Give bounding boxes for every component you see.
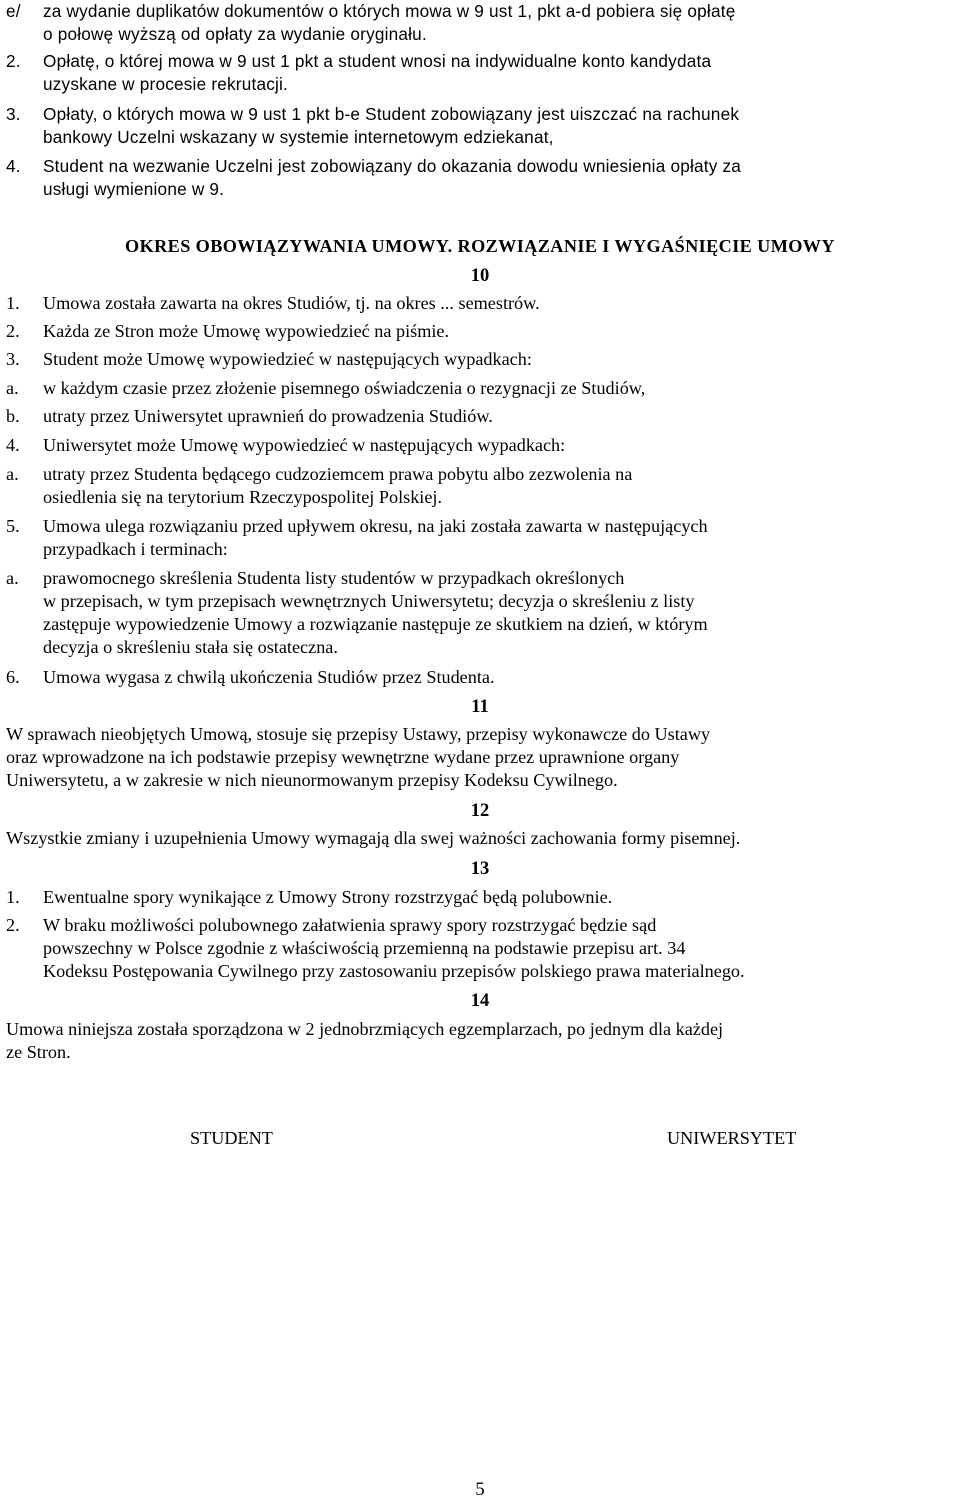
item-text-line: w przepisach, w tym przepisach wewnętrznych Uniwersytetu; decyzja o skreśleniu z listy — [43, 591, 695, 611]
list-item-2 — [6, 50, 954, 96]
s10-item-3 — [6, 348, 954, 371]
item-text: w każdym czasie przez złożenie pisemnego oświadczenia o rezygnacji ze Studiów, — [43, 378, 646, 398]
item-text-line: decyzja o skreśleniu stała się ostateczna. — [43, 637, 338, 657]
section-number-10: 10 — [470, 266, 490, 286]
item-number: 3. — [6, 104, 21, 124]
item-number: 5. — [6, 516, 20, 536]
item-text: Każda ze Stron może Umowę wypowiedzieć na piśmie. — [43, 321, 450, 341]
paragraph-line: Umowa niniejsza została sporządzona w 2 jednobrzmiących egzemplarzach, po jednym dla każdej — [6, 1019, 724, 1039]
item-number: 4. — [6, 435, 20, 455]
item-text: Student może Umowę wypowiedzieć w następujących wypadkach: — [43, 349, 532, 369]
s14-paragraph — [6, 1018, 954, 1064]
item-number: 2. — [6, 321, 20, 341]
item-text-line: utraty przez Studenta będącego cudzoziemcem prawa pobytu albo zezwolenia na — [43, 464, 633, 484]
item-text-line: przypadkach i terminach: — [43, 539, 228, 559]
s10-item-4 — [6, 434, 954, 457]
item-number: 1. — [6, 293, 20, 313]
signature-student: STUDENT — [190, 1128, 273, 1148]
s10-item-6 — [6, 666, 954, 689]
item-text-line: osiedlenia się na terytorium Rzeczypospolitej Polskiej. — [43, 487, 443, 507]
s13-item-2 — [6, 914, 954, 983]
paragraph-line: W sprawach nieobjętych Umową, stosuje się przepisy Ustawy, przepisy wykonawcze do Ustawy — [6, 724, 711, 744]
s10-item-3a — [6, 377, 954, 400]
item-letter: a. — [6, 378, 19, 398]
item-text-line: Opłatę, o której mowa w 9 ust 1 pkt a student wnosi na indywidualne konto kandydata — [43, 51, 712, 71]
item-text-line: zastępuje wypowiedzenie Umowy a rozwiązanie następuje ze skutkiem na dzień, w którym — [43, 614, 708, 634]
paragraph-line: ze Stron. — [6, 1042, 71, 1062]
item-text-line: Student na wezwanie Uczelni jest zobowiązany do okazania dowodu wniesienia opłaty za — [43, 156, 742, 176]
s12-paragraph: Wszystkie zmiany i uzupełnienia Umowy wymagają dla swej ważności zachowania formy pisemnej. — [6, 828, 741, 848]
page-number: 5 — [475, 1479, 485, 1500]
item-text-line: powszechny w Polsce zgodnie z właściwością przemienną na podstawie przepisu art. 34 — [43, 938, 686, 958]
item-number: e/ — [6, 1, 21, 21]
item-text-line: Umowa ulega rozwiązaniu przed upływem okresu, na jaki została zawarta w następujących — [43, 516, 708, 536]
item-text-line: prawomocnego skreślenia Studenta listy studentów w przypadkach określonych — [43, 568, 625, 588]
s13-item-1 — [6, 886, 954, 909]
section-number-12: 12 — [470, 801, 490, 821]
s10-item-3b — [6, 405, 954, 428]
item-number: 1. — [6, 887, 20, 907]
item-text-line: Opłaty, o których mowa w 9 ust 1 pkt b-e Student zobowiązany jest uiszczać na rachunek — [43, 104, 740, 124]
paragraph-line: oraz wprowadzone na ich podstawie przepisy wewnętrzne wydane przez uprawnione organy — [6, 747, 680, 767]
list-item-e — [6, 0, 954, 46]
list-item-3 — [6, 103, 954, 149]
item-number: 4. — [6, 156, 21, 176]
paragraph-line: Uniwersytetu, a w zakresie w nich nieunormowanym przepisy Kodeksu Cywilnego. — [6, 770, 618, 790]
item-number: 3. — [6, 349, 20, 369]
item-text-line: bankowy Uczelni wskazany w systemie internetowym edziekanat, — [43, 127, 554, 147]
item-text-line: usługi wymienione w 9. — [43, 179, 225, 199]
s10-item-5a — [6, 567, 954, 659]
item-text: Umowa wygasa z chwilą ukończenia Studiów przez Studenta. — [43, 667, 495, 687]
list-item-4 — [6, 155, 954, 201]
item-number: 2. — [6, 51, 21, 71]
signature-university: UNIWERSYTET — [667, 1128, 797, 1148]
item-text-line: Kodeksu Postępowania Cywilnego przy zastosowaniu przepisów polskiego prawa materialnego. — [43, 961, 745, 981]
item-text: Umowa została zawarta na okres Studiów, tj. na okres ... semestrów. — [43, 293, 540, 313]
item-number: 6. — [6, 667, 20, 687]
s10-item-2 — [6, 320, 954, 343]
item-number: 2. — [6, 915, 20, 935]
item-letter: b. — [6, 406, 20, 426]
item-text: utraty przez Uniwersytet uprawnień do prowadzenia Studiów. — [43, 406, 493, 426]
section-heading: OKRES OBOWIĄZYWANIA UMOWY. ROZWIĄZANIE I WYGAŚNIĘCIE UMOWY — [125, 236, 835, 256]
section-number-11: 11 — [471, 697, 489, 717]
s10-item-5 — [6, 515, 954, 561]
item-text-line: o połowę wyższą od opłaty za wydanie oryginału. — [43, 24, 427, 44]
item-text: Uniwersytet może Umowę wypowiedzieć w następujących wypadkach: — [43, 435, 566, 455]
item-text-line: W braku możliwości polubownego załatwienia sprawy spory rozstrzygać będzie sąd — [43, 915, 657, 935]
section-number-13: 13 — [470, 859, 490, 879]
s11-paragraph — [6, 723, 954, 792]
section-number-14: 14 — [470, 991, 490, 1011]
s10-item-1 — [6, 292, 954, 315]
item-text-line: za wydanie duplikatów dokumentów o których mowa w 9 ust 1, pkt a-d pobiera się opłatę — [43, 1, 736, 21]
item-letter: a. — [6, 464, 19, 484]
item-text-line: uzyskane w procesie rekrutacji. — [43, 74, 289, 94]
item-text: Ewentualne spory wynikające z Umowy Strony rozstrzygać będą polubownie. — [43, 887, 613, 907]
item-letter: a. — [6, 568, 19, 588]
s10-item-4a — [6, 463, 954, 509]
